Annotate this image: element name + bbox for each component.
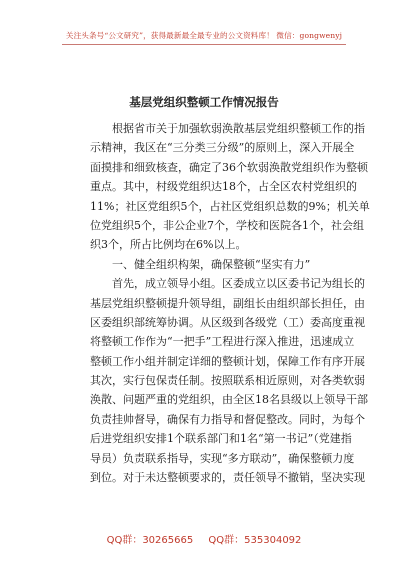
text-line: 将整顿工作作为“一把手”工程进行深入推进，迅速成立: [90, 335, 355, 349]
text-line: 后进党组织安排1个联系部门和1名“第一书记”（党建指: [90, 432, 352, 446]
text-line: 导员）负责联系指导，实现“多方联动”，确保整顿力度: [90, 451, 355, 465]
text-line: 整顿工作小组并制定详细的整顿计划，保障工作有序开展: [90, 354, 365, 368]
text-line: 首先，成立领导小组。区委成立以区委书记为组长的: [90, 277, 365, 291]
text-line: 基层党组织整顿提升领导组，副组长由组织部长担任，由: [90, 296, 365, 310]
text-line: 其次，实行包保责任制。按照联系相近原则，对各类软弱: [90, 374, 365, 388]
header-banner: 关注头条号“公文研究”，获得最新最全最专业的公文资料库！ 微信：gongwenyj: [65, 31, 343, 40]
text-line: 区委组织部统筹协调。从区级到各级党（工）委高度重视: [90, 315, 365, 329]
document-title: 基层党组织整顿工作情况报告: [129, 95, 279, 109]
footer-qq-group-1: QQ群：30265665: [106, 535, 194, 546]
text-line: 织3个，所占比例均在6%以上。: [90, 238, 247, 252]
document-body: [90, 119, 370, 487]
footer: [0, 531, 408, 546]
footer-qq-group-2: QQ群：535304092: [208, 535, 302, 546]
text-line: 到位。对于未达整顿要求的，责任领导不撤销，坚决实现: [90, 471, 365, 485]
text-line: 负责挂帅督导，确保有力指导和督促整改。同时，为每个: [90, 412, 365, 426]
text-line: 面摸排和细致核查，确定了36个软弱涣散党组织作为整顿: [90, 160, 368, 174]
header-divider: [62, 44, 346, 45]
text-line: 根据省市关于加强软弱涣散基层党组织整顿工作的指: [90, 122, 365, 135]
text-line: 11%；社区党组织5个，占社区党组织总数的9%；机关单: [90, 199, 370, 213]
text-line: 一、健全组织构架，确保整顿“坚实有力”: [90, 257, 311, 271]
text-line: 示精神，我区在“三分类三分级”的原则上，深入开展全: [90, 141, 355, 155]
text-line: 位党组织5个，非公企业7个，学校和医院各1个，社会组: [90, 218, 364, 232]
text-line: 涣散、问题严重的党组织，由全区18名县级以上领导干部: [90, 393, 368, 407]
text-line: 重点。其中，村级党组织达18个，占全区农村党组织的: [90, 180, 357, 194]
